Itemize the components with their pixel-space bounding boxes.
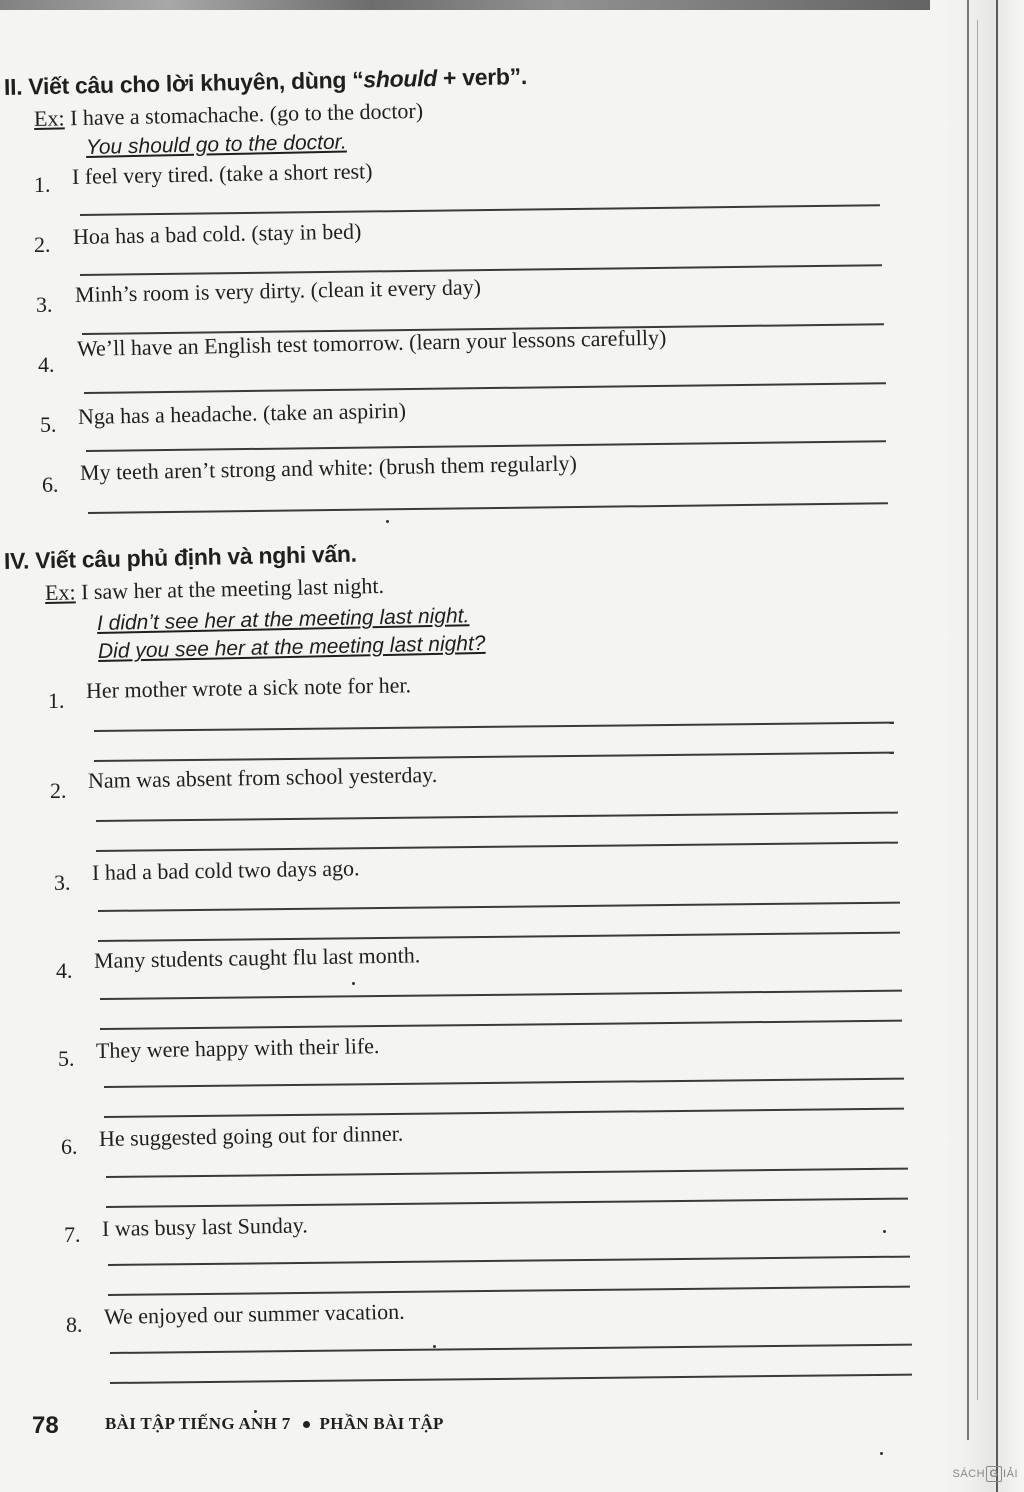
answer-line[interactable] (80, 204, 880, 215)
item-prompt: I was busy last Sunday. (101, 1212, 308, 1241)
watermark-logo (952, 1466, 1018, 1482)
answer-line[interactable] (106, 1168, 908, 1178)
section-iii-heading (4, 63, 527, 101)
item-number: 7. (64, 1222, 81, 1247)
answer-line[interactable] (96, 842, 898, 852)
section-iv-heading: IV. Viết câu phủ định và nghi vấn. (3, 540, 357, 574)
answer-line[interactable] (100, 990, 902, 1000)
item-number: 6. (42, 472, 59, 497)
item-prompt: We enjoyed our summer vacation. (103, 1298, 405, 1329)
item-prompt: Nam was absent from school yesterday. (87, 761, 438, 793)
item-prompt: We’ll have an English test tomorrow. (learn your lessons carefully) (76, 324, 667, 361)
example-label: Ex: (44, 579, 76, 605)
watermark-text-left: SÁCH (952, 1468, 986, 1480)
item-number: 4. (56, 958, 73, 983)
answer-line[interactable] (110, 1374, 912, 1384)
section-iii-heading-suffix: + verb”. (436, 63, 528, 91)
item-prompt: I feel very tired. (take a short rest) (71, 158, 373, 189)
book-binding-edge (944, 0, 1024, 1492)
answer-line[interactable] (100, 1020, 902, 1030)
answer-line[interactable] (94, 722, 894, 732)
item-number: 5. (40, 412, 57, 437)
item-prompt: They were happy with their life. (95, 1033, 380, 1063)
item-prompt: Many students caught flu last month. (93, 942, 421, 973)
answer-line[interactable] (98, 902, 900, 912)
item-number: 1. (34, 172, 51, 197)
answer-line[interactable] (106, 1198, 908, 1208)
answer-line[interactable] (104, 1108, 904, 1118)
page-number: 78 (32, 1412, 59, 1439)
section-iv-example (45, 573, 385, 606)
bullet-icon (303, 1421, 310, 1428)
answer-line[interactable] (88, 502, 888, 513)
example-answer-question: Did you see her at the meeting last night? (97, 631, 486, 663)
section-iii-example (34, 98, 424, 132)
scan-speck (386, 520, 389, 523)
item-number: 5. (58, 1046, 75, 1071)
answer-line[interactable] (96, 812, 898, 822)
scan-speck (433, 1345, 436, 1348)
scan-speck (254, 1410, 257, 1413)
watermark-text-right: IẢI (1003, 1468, 1018, 1480)
item-prompt: Her mother wrote a sick note for her. (85, 672, 412, 703)
answer-line[interactable] (108, 1286, 910, 1296)
section-iii-heading-prefix: II. Viết câu cho lời khuyên, dùng “ (3, 66, 364, 100)
item-number: 2. (50, 778, 67, 803)
item-prompt: My teeth aren’t strong and white: (brush them regularly) (79, 450, 578, 485)
example-prompt: I saw her at the meeting last night. (80, 572, 385, 605)
item-prompt: Nga has a headache. (take an aspirin) (77, 397, 407, 429)
scan-speck (880, 1452, 883, 1455)
answer-line[interactable] (98, 932, 900, 942)
book-title: BÀI TẬP TIẾNG ANH 7 (105, 1414, 291, 1433)
example-answer-negative: I didn’t see her at the meeting last night. (96, 604, 470, 635)
part-title: PHẦN BÀI TẬP (319, 1414, 444, 1433)
scan-speck (352, 982, 355, 985)
answer-line[interactable] (80, 264, 882, 275)
item-number: 4. (38, 352, 55, 377)
watermark-g-icon: G (986, 1466, 1002, 1482)
item-number: 3. (36, 292, 53, 317)
item-number: 3. (54, 870, 71, 895)
item-number: 6. (61, 1134, 78, 1159)
item-prompt: I had a bad cold two days ago. (91, 855, 360, 885)
example-answer: You should go to the doctor. (85, 130, 347, 159)
section-iii-heading-should: should (363, 64, 438, 93)
answer-line[interactable] (84, 382, 886, 393)
answer-line[interactable] (110, 1344, 912, 1354)
answer-line[interactable] (104, 1078, 904, 1088)
item-number: 8. (66, 1312, 83, 1337)
example-label: Ex: (33, 105, 65, 131)
item-prompt: Hoa has a bad cold. (stay in bed) (72, 218, 362, 249)
answer-line[interactable] (86, 440, 886, 451)
item-prompt: Minh’s room is very dirty. (clean it every day) (74, 274, 482, 307)
item-prompt: He suggested going out for dinner. (98, 1120, 404, 1151)
scan-speck (883, 1230, 886, 1233)
answer-line[interactable] (108, 1256, 910, 1266)
item-number: 1. (48, 688, 65, 713)
example-prompt: I have a stomachache. (go to the doctor) (69, 97, 424, 131)
item-number: 2. (34, 232, 51, 257)
answer-line[interactable] (94, 752, 894, 762)
footer-book-title (105, 1414, 444, 1434)
